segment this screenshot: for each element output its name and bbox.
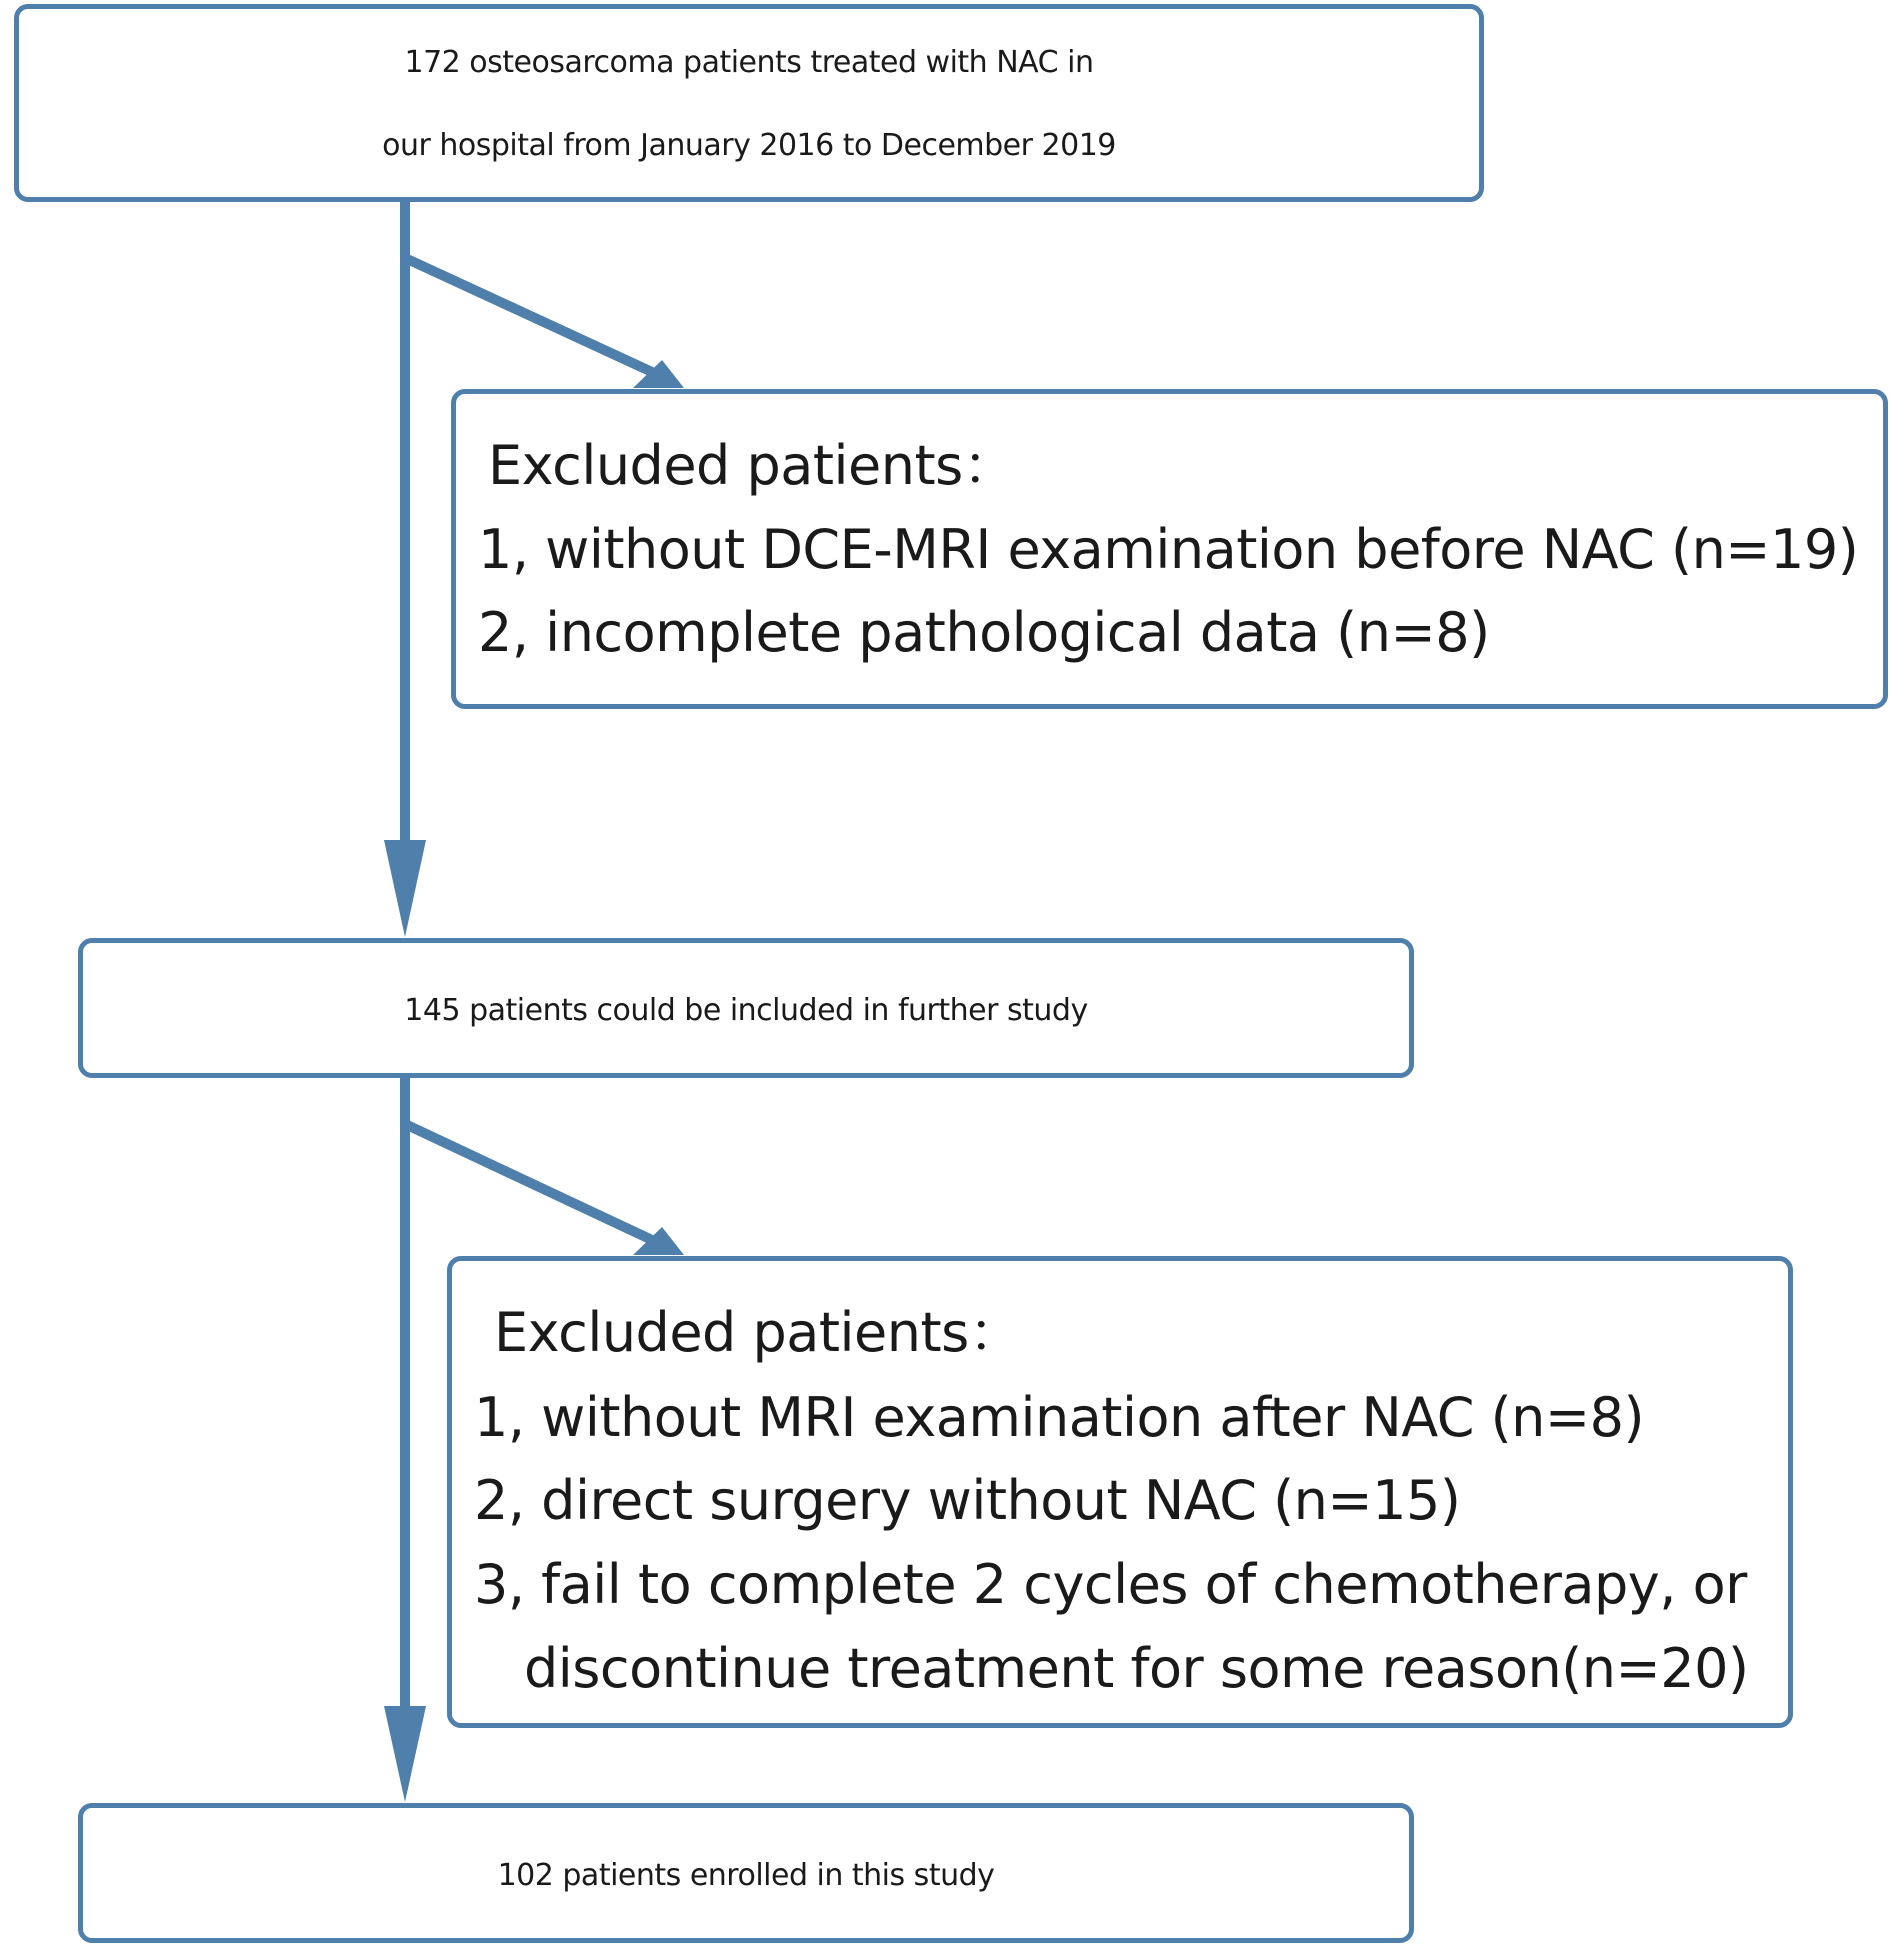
exclusion-1-heading: Excluded patients： (488, 434, 1017, 497)
initial-cohort-box (14, 4, 1484, 202)
exclusion-box-2 (447, 1256, 1793, 1728)
arrowhead-down-to-mid (384, 840, 426, 937)
exclusion-box-1 (451, 389, 1888, 709)
branch-line-top (405, 258, 652, 372)
final-cohort-box (78, 1803, 1414, 1943)
intermediate-cohort-box (78, 938, 1414, 1078)
exclusion-2-item-1: 1, without MRI examination after NAC (n=8) (474, 1386, 1645, 1449)
exclusion-2-item-3: 3, fail to complete 2 cycles of chemotherapy, or (474, 1553, 1747, 1616)
final-cohort-text: 102 patients enrolled in this study (497, 1858, 995, 1893)
initial-cohort-line-2: our hospital from January 2016 to December 2019 (382, 128, 1116, 163)
exclusion-2-item-2: 2, direct surgery without NAC (n=15) (474, 1469, 1461, 1532)
exclusion-2-item-3-continuation: discontinue treatment for some reason(n=20) (524, 1637, 1749, 1700)
exclusion-1-item-2: 2, incomplete pathological data (n=8) (478, 601, 1490, 664)
branch-line-bottom (405, 1124, 652, 1240)
exclusion-2-heading: Excluded patients： (494, 1301, 1023, 1364)
exclusion-1-item-1: 1, without DCE-MRI examination before NAC (n=19) (478, 518, 1859, 581)
arrowhead-down-to-final (384, 1706, 426, 1802)
initial-cohort-line-1: 172 osteosarcoma patients treated with NAC in (404, 45, 1094, 80)
intermediate-cohort-text: 145 patients could be included in further study (404, 993, 1088, 1028)
